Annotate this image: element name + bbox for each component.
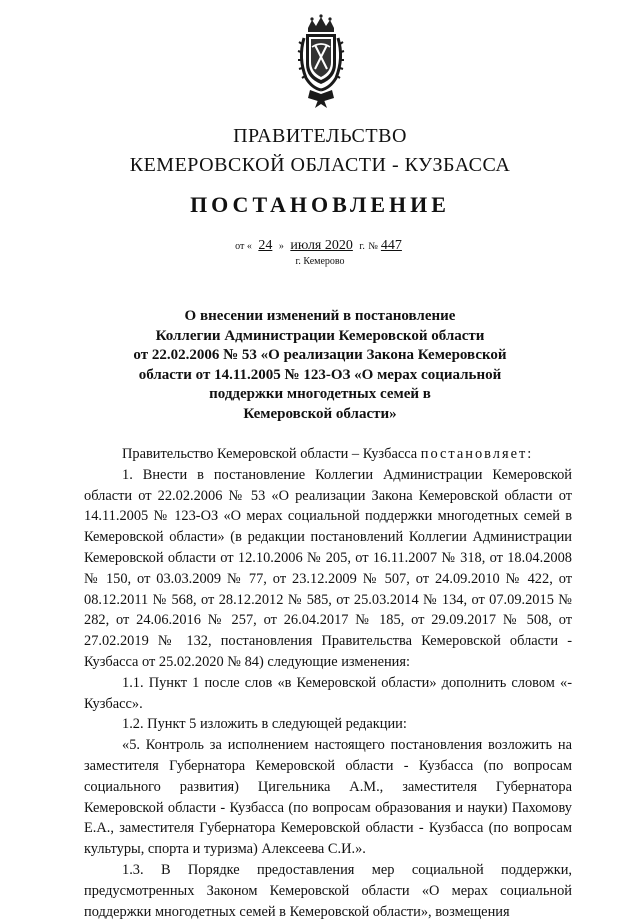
resolves-word: постановляет:	[420, 446, 534, 462]
document-type-title: ПОСТАНОВЛЕНИЕ	[190, 192, 450, 217]
heading-line: Коллегии Администрации Кемеровской области	[155, 327, 485, 344]
city-label: г. Кемерово	[295, 256, 345, 267]
date-prefix: от «	[235, 241, 252, 252]
heading-line: Кемеровской области»	[243, 405, 397, 422]
heading-line: О внесении изменений в постановление	[184, 308, 456, 324]
paragraph-1-2: 1.2. Пункт 5 изложить в следующей редакции:	[122, 716, 407, 733]
date-number-line	[0, 238, 640, 254]
number-sign: №	[368, 241, 378, 252]
heading-line: от 22.02.2006 № 53 «О реализации Закона Кемеровской	[133, 347, 507, 363]
government-title-line2: КЕМЕРОВСКОЙ ОБЛАСТИ - КУЗБАССА	[129, 154, 511, 176]
date-month-year: июля 2020	[290, 238, 353, 253]
intro-text: Правительство Кемеровской области – Кузбасса	[122, 446, 418, 462]
document-heading	[100, 307, 540, 424]
government-title-line1: ПРАВИТЕЛЬСТВО	[233, 125, 407, 147]
paragraph-1: 1. Внести в постановление Коллегии Администрации Кемеровской области от 22.02.2006 № 53 «О реализации Закона Кемеровской области от 14.11.2005 № 123-ОЗ «О мерах социальной поддержки многодетных семей в Кемеровской области» (в редакции постановлений Коллегии Администрации Кемеровской области от 12.10.2006 № 205, от 16.11.2007 № 318, от 18.04.2008 № 150, от 03.03.2009 № 77, от 23.12.2009 № 507, от 24.09.2010 № 422, от 08.12.2011 № 568, от 28.12.2012 № 585, от 25.03.2014 № 134, от 07.09.2015 № 282, от 24.06.2016 № 257, от 26.04.2017 № 185, от 29.09.2017 № 508, от 27.02.2019 № 132, постановления Правительства Кемеровской области - Кузбасса от 25.02.2020 № 84) следующие изменения:	[84, 466, 572, 670]
heading-line: поддержки многодетных семей в	[209, 386, 431, 402]
paragraph-1-1: 1.1. Пункт 1 после слов «в Кемеровской области» дополнить словом «- Кузбасс».	[84, 674, 572, 712]
intro-paragraph	[84, 444, 572, 465]
kemerovo-coat-of-arms-icon	[296, 14, 346, 110]
heading-line: области от 14.11.2005 № 123-ОЗ «О мерах социальной	[138, 366, 502, 383]
document-body	[84, 444, 572, 922]
date-year-suffix: г.	[359, 241, 365, 252]
paragraph-quote-5: «5. Контроль за исполнением настоящего постановления возложить на заместителя Губернатора Кемеровской области - Кузбасса (по вопросам социального развития) Цигельника А.М., заместителя Губернатора Кемеровской области - Кузбасса (по вопросам образования и науки) Пахомову Е.А., заместителя Губернатора Кемеровской области - Кузбасса (по вопросам культуры, спорта и туризма) Алексеева С.И.».	[84, 737, 572, 858]
document-number: 447	[380, 238, 402, 253]
date-day: 24	[258, 238, 273, 253]
paragraph-1-3: 1.3. В Порядке предоставления мер социальной поддержки, предусмотренных Законом Кемеровской области «О мерах социальной поддержки многодетных семей в Кемеровской области», возмещения	[84, 861, 572, 920]
date-day-close: »	[278, 241, 284, 252]
